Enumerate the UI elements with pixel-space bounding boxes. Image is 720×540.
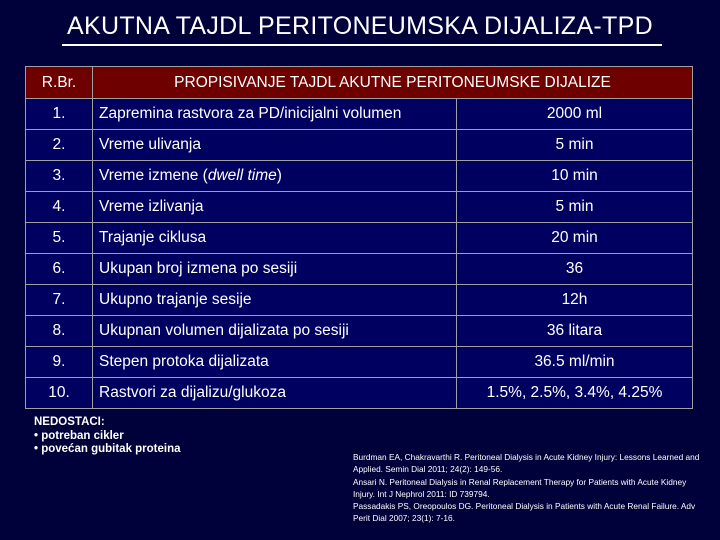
- row-value: 2000 ml: [457, 99, 693, 130]
- row-value: 36 litara: [457, 316, 693, 347]
- drawbacks-item: • povećan gubitak proteina: [34, 443, 181, 455]
- drawbacks-item: • potreban cikler: [34, 429, 124, 442]
- table-row: [26, 161, 693, 192]
- row-label: Vreme ulivanja: [93, 130, 457, 161]
- header-prescription: PROPISIVANJE TAJDL AKUTNE PERITONEUMSKE DIJALIZE: [93, 67, 693, 99]
- header-number: R.Br.: [26, 67, 93, 99]
- table-header-row: [26, 67, 693, 99]
- row-label: Rastvori za dijalizu/glukoza: [93, 378, 457, 409]
- row-label: Zapremina rastvora za PD/inicijalni volumen: [93, 99, 457, 130]
- row-value: 36: [457, 254, 693, 285]
- row-value: 5 min: [457, 130, 693, 161]
- row-number: 9.: [26, 347, 93, 378]
- row-number: 2.: [26, 130, 93, 161]
- drawbacks-note: [34, 416, 181, 457]
- row-number: 4.: [26, 192, 93, 223]
- drawbacks-heading: NEDOSTACI:: [34, 416, 105, 428]
- table-row: [26, 254, 693, 285]
- row-label: Stepen protoka dijalizata: [93, 347, 457, 378]
- table-row: [26, 223, 693, 254]
- row-value: 20 min: [457, 223, 693, 254]
- row-value: 1.5%, 2.5%, 3.4%, 4.25%: [457, 378, 693, 409]
- table-row: [26, 316, 693, 347]
- row-number: 8.: [26, 316, 93, 347]
- row-label-post: ): [276, 167, 282, 184]
- references: [353, 451, 703, 525]
- row-number: 6.: [26, 254, 93, 285]
- row-label-pre: Vreme izmene (: [99, 167, 208, 184]
- row-number: 1.: [26, 99, 93, 130]
- row-value: 5 min: [457, 192, 693, 223]
- row-number: 7.: [26, 285, 93, 316]
- reference-item: Burdman EA, Chakravarthi R. Peritoneal Dialysis in Acute Kidney Injury: Lessons Learned and Applied. Semin Dial 2011; 24(2): 149-56.: [353, 452, 700, 475]
- row-number: 3.: [26, 161, 93, 192]
- row-label: Ukupnan volumen dijalizata po sesiji: [93, 316, 457, 347]
- page-title: AKUTNA TAJDL PERITONEUMSKA DIJALIZA-TPD: [67, 12, 653, 40]
- row-number: 10.: [26, 378, 93, 409]
- table-row: [26, 99, 693, 130]
- row-number: 5.: [26, 223, 93, 254]
- table-row: [26, 378, 693, 409]
- prescription-table: [25, 66, 693, 409]
- table-row: [26, 347, 693, 378]
- row-value: 12h: [457, 285, 693, 316]
- row-label: Trajanje ciklusa: [93, 223, 457, 254]
- table-row: [26, 285, 693, 316]
- row-value: 10 min: [457, 161, 693, 192]
- row-value: 36.5 ml/min: [457, 347, 693, 378]
- reference-item: Passadakis PS, Oreopoulos DG. Peritoneal Dialysis in Patients with Acute Renal Failure. Adv Perit Dial 2007; 23(1): 7-16.: [353, 501, 696, 524]
- title-underline: [62, 44, 662, 46]
- row-label-emphasis: dwell time: [207, 167, 277, 184]
- reference-item: Ansari N. Peritoneal Dialysis in Renal Replacement Therapy for Patients with Acute Kidney Injury. Int J Nephrol 2011: ID 739794.: [353, 476, 687, 499]
- row-label: Ukupan broj izmena po sesiji: [93, 254, 457, 285]
- row-label: Vreme izlivanja: [93, 192, 457, 223]
- table-row: [26, 130, 693, 161]
- table-row: [26, 192, 693, 223]
- row-label: Ukupno trajanje sesije: [93, 285, 457, 316]
- row-label: [93, 161, 457, 192]
